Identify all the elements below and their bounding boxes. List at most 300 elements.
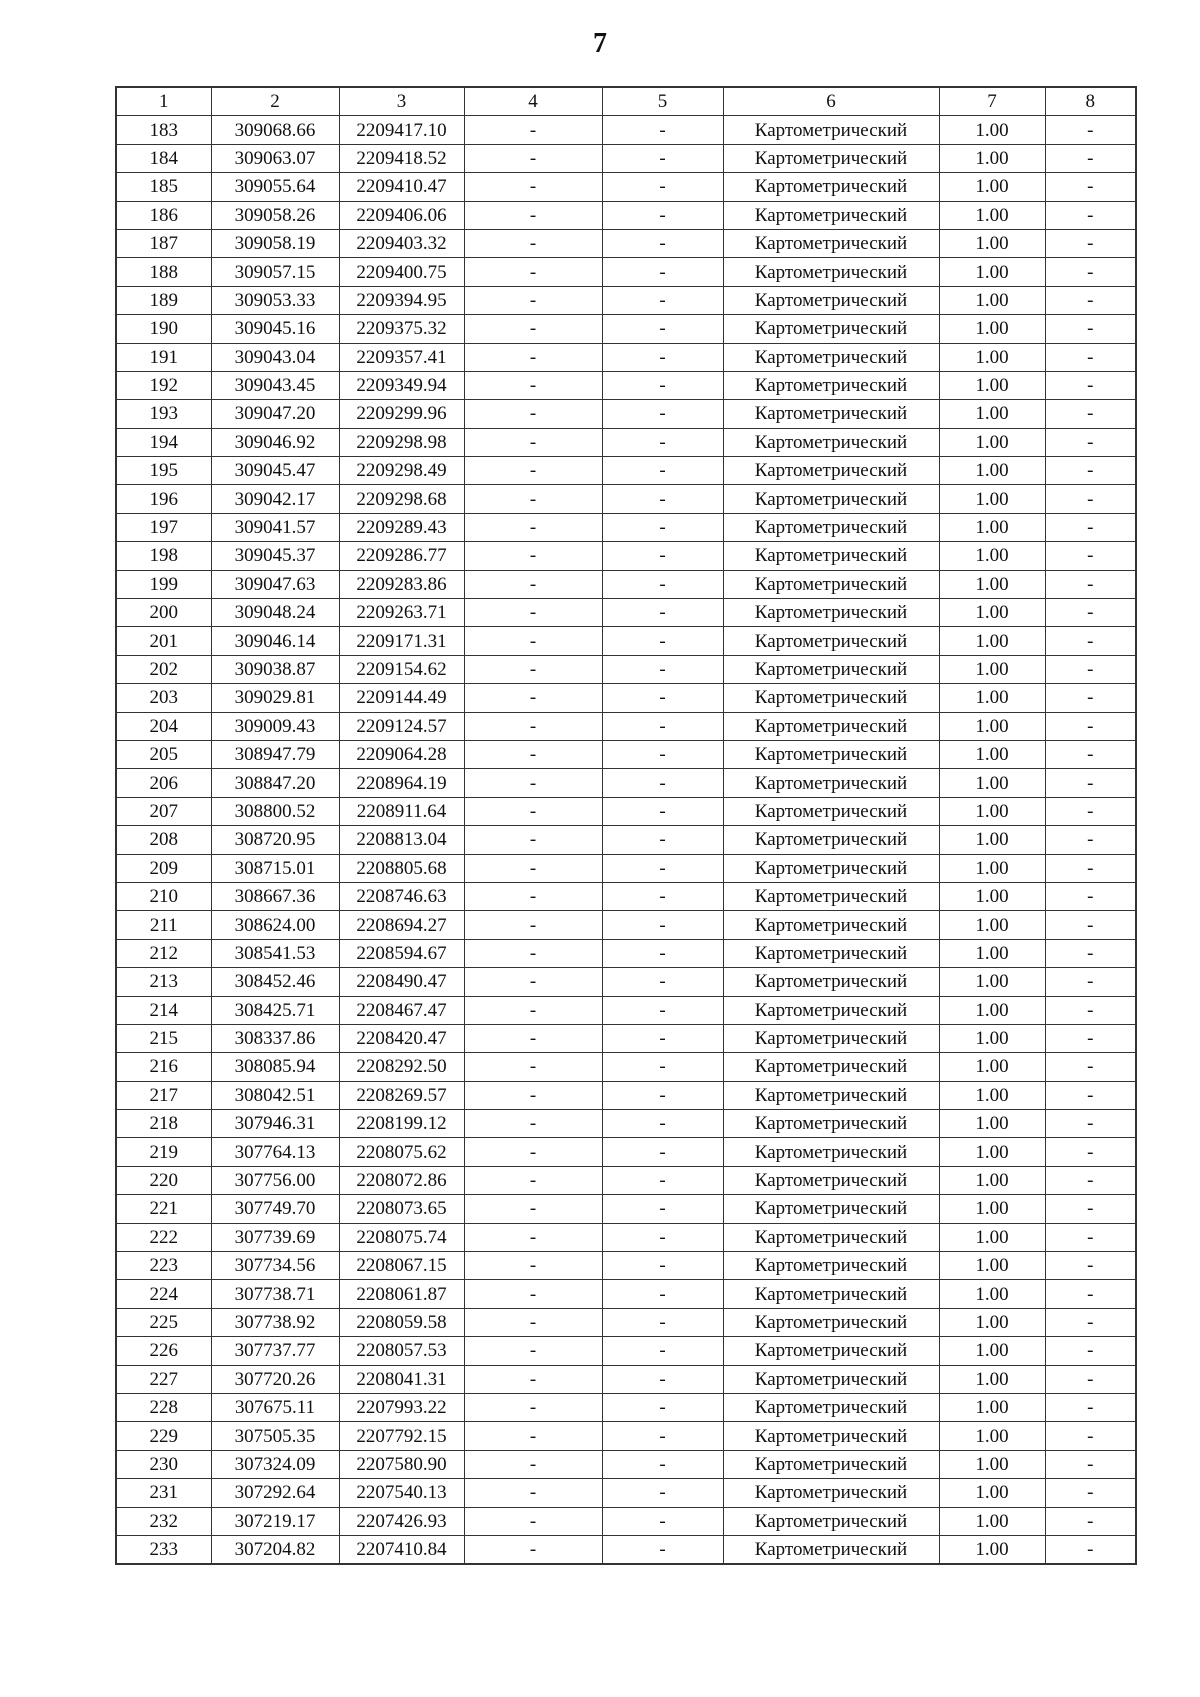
column-8-cell: - xyxy=(1045,712,1136,740)
column-8-cell: - xyxy=(1045,570,1136,598)
table-row xyxy=(116,740,1136,768)
method-cell: Картометрический xyxy=(723,1535,939,1564)
column-4-cell: - xyxy=(464,1280,602,1308)
table-row xyxy=(116,201,1136,229)
x-coordinate-cell: 309043.04 xyxy=(211,343,339,371)
point-number-cell: 227 xyxy=(116,1365,211,1393)
y-coordinate-cell: 2208059.58 xyxy=(339,1308,464,1336)
accuracy-cell: 1.00 xyxy=(939,513,1045,541)
x-coordinate-cell: 307675.11 xyxy=(211,1393,339,1421)
column-5-cell: - xyxy=(602,570,723,598)
point-number-cell: 203 xyxy=(116,684,211,712)
y-coordinate-cell: 2209064.28 xyxy=(339,740,464,768)
point-number-cell: 211 xyxy=(116,911,211,939)
table-row xyxy=(116,797,1136,825)
method-cell: Картометрический xyxy=(723,911,939,939)
method-cell: Картометрический xyxy=(723,1195,939,1223)
point-number-cell: 192 xyxy=(116,371,211,399)
y-coordinate-cell: 2209403.32 xyxy=(339,229,464,257)
column-4-cell: - xyxy=(464,201,602,229)
accuracy-cell: 1.00 xyxy=(939,1308,1045,1336)
column-5-cell: - xyxy=(602,1280,723,1308)
point-number-cell: 209 xyxy=(116,854,211,882)
point-number-cell: 204 xyxy=(116,712,211,740)
x-coordinate-cell: 307738.71 xyxy=(211,1280,339,1308)
accuracy-cell: 1.00 xyxy=(939,627,1045,655)
column-8-cell: - xyxy=(1045,1223,1136,1251)
table-row xyxy=(116,1195,1136,1223)
column-5-cell: - xyxy=(602,457,723,485)
column-8-cell: - xyxy=(1045,1110,1136,1138)
x-coordinate-cell: 309063.07 xyxy=(211,144,339,172)
column-5-cell: - xyxy=(602,485,723,513)
table-row xyxy=(116,286,1136,314)
column-4-cell: - xyxy=(464,1393,602,1421)
column-header: 5 xyxy=(602,87,723,116)
column-4-cell: - xyxy=(464,939,602,967)
method-cell: Картометрический xyxy=(723,968,939,996)
column-4-cell: - xyxy=(464,513,602,541)
point-number-cell: 223 xyxy=(116,1252,211,1280)
table-row xyxy=(116,542,1136,570)
y-coordinate-cell: 2209410.47 xyxy=(339,173,464,201)
point-number-cell: 201 xyxy=(116,627,211,655)
point-number-cell: 210 xyxy=(116,882,211,910)
x-coordinate-cell: 308800.52 xyxy=(211,797,339,825)
accuracy-cell: 1.00 xyxy=(939,740,1045,768)
column-4-cell: - xyxy=(464,882,602,910)
x-coordinate-cell: 309042.17 xyxy=(211,485,339,513)
point-number-cell: 221 xyxy=(116,1195,211,1223)
x-coordinate-cell: 309068.66 xyxy=(211,116,339,144)
column-8-cell: - xyxy=(1045,173,1136,201)
column-5-cell: - xyxy=(602,996,723,1024)
table-row xyxy=(116,712,1136,740)
column-8-cell: - xyxy=(1045,1195,1136,1223)
method-cell: Картометрический xyxy=(723,1479,939,1507)
column-4-cell: - xyxy=(464,826,602,854)
x-coordinate-cell: 309053.33 xyxy=(211,286,339,314)
point-number-cell: 208 xyxy=(116,826,211,854)
column-5-cell: - xyxy=(602,939,723,967)
y-coordinate-cell: 2208075.74 xyxy=(339,1223,464,1251)
point-number-cell: 212 xyxy=(116,939,211,967)
point-number-cell: 233 xyxy=(116,1535,211,1564)
column-4-cell: - xyxy=(464,1110,602,1138)
point-number-cell: 228 xyxy=(116,1393,211,1421)
table-row xyxy=(116,229,1136,257)
method-cell: Картометрический xyxy=(723,570,939,598)
x-coordinate-cell: 308847.20 xyxy=(211,769,339,797)
accuracy-cell: 1.00 xyxy=(939,1393,1045,1421)
x-coordinate-cell: 309029.81 xyxy=(211,684,339,712)
column-4-cell: - xyxy=(464,599,602,627)
x-coordinate-cell: 309045.16 xyxy=(211,315,339,343)
method-cell: Картометрический xyxy=(723,1280,939,1308)
accuracy-cell: 1.00 xyxy=(939,769,1045,797)
column-4-cell: - xyxy=(464,627,602,655)
point-number-cell: 190 xyxy=(116,315,211,343)
table-row xyxy=(116,258,1136,286)
accuracy-cell: 1.00 xyxy=(939,968,1045,996)
point-number-cell: 193 xyxy=(116,400,211,428)
y-coordinate-cell: 2209298.98 xyxy=(339,428,464,456)
table-row xyxy=(116,1252,1136,1280)
method-cell: Картометрический xyxy=(723,655,939,683)
column-8-cell: - xyxy=(1045,1479,1136,1507)
column-5-cell: - xyxy=(602,1252,723,1280)
y-coordinate-cell: 2208067.15 xyxy=(339,1252,464,1280)
x-coordinate-cell: 308452.46 xyxy=(211,968,339,996)
accuracy-cell: 1.00 xyxy=(939,201,1045,229)
column-4-cell: - xyxy=(464,1535,602,1564)
column-4-cell: - xyxy=(464,173,602,201)
table-row xyxy=(116,1223,1136,1251)
table-row xyxy=(116,1024,1136,1052)
method-cell: Картометрический xyxy=(723,882,939,910)
column-8-cell: - xyxy=(1045,229,1136,257)
method-cell: Картометрический xyxy=(723,144,939,172)
point-number-cell: 207 xyxy=(116,797,211,825)
y-coordinate-cell: 2208467.47 xyxy=(339,996,464,1024)
x-coordinate-cell: 309045.47 xyxy=(211,457,339,485)
table-row xyxy=(116,513,1136,541)
column-5-cell: - xyxy=(602,400,723,428)
table-row xyxy=(116,1138,1136,1166)
x-coordinate-cell: 308541.53 xyxy=(211,939,339,967)
accuracy-cell: 1.00 xyxy=(939,1138,1045,1166)
point-number-cell: 216 xyxy=(116,1053,211,1081)
method-cell: Картометрический xyxy=(723,513,939,541)
column-8-cell: - xyxy=(1045,1337,1136,1365)
method-cell: Картометрический xyxy=(723,1393,939,1421)
column-header: 3 xyxy=(339,87,464,116)
point-number-cell: 200 xyxy=(116,599,211,627)
column-8-cell: - xyxy=(1045,882,1136,910)
accuracy-cell: 1.00 xyxy=(939,400,1045,428)
method-cell: Картометрический xyxy=(723,1053,939,1081)
column-8-cell: - xyxy=(1045,797,1136,825)
method-cell: Картометрический xyxy=(723,1422,939,1450)
table-row xyxy=(116,1053,1136,1081)
column-5-cell: - xyxy=(602,542,723,570)
accuracy-cell: 1.00 xyxy=(939,144,1045,172)
table-row xyxy=(116,315,1136,343)
column-header: 8 xyxy=(1045,87,1136,116)
accuracy-cell: 1.00 xyxy=(939,1337,1045,1365)
column-5-cell: - xyxy=(602,882,723,910)
accuracy-cell: 1.00 xyxy=(939,1280,1045,1308)
column-5-cell: - xyxy=(602,1081,723,1109)
x-coordinate-cell: 307204.82 xyxy=(211,1535,339,1564)
method-cell: Картометрический xyxy=(723,1252,939,1280)
table-row xyxy=(116,1479,1136,1507)
x-coordinate-cell: 309046.92 xyxy=(211,428,339,456)
column-4-cell: - xyxy=(464,655,602,683)
y-coordinate-cell: 2208813.04 xyxy=(339,826,464,854)
y-coordinate-cell: 2207792.15 xyxy=(339,1422,464,1450)
method-cell: Картометрический xyxy=(723,116,939,144)
x-coordinate-cell: 308720.95 xyxy=(211,826,339,854)
point-number-cell: 197 xyxy=(116,513,211,541)
y-coordinate-cell: 2209406.06 xyxy=(339,201,464,229)
column-5-cell: - xyxy=(602,1507,723,1535)
column-8-cell: - xyxy=(1045,1308,1136,1336)
point-number-cell: 224 xyxy=(116,1280,211,1308)
point-number-cell: 222 xyxy=(116,1223,211,1251)
column-4-cell: - xyxy=(464,1081,602,1109)
method-cell: Картометрический xyxy=(723,1223,939,1251)
column-5-cell: - xyxy=(602,769,723,797)
column-5-cell: - xyxy=(602,1166,723,1194)
accuracy-cell: 1.00 xyxy=(939,599,1045,627)
y-coordinate-cell: 2208072.86 xyxy=(339,1166,464,1194)
column-5-cell: - xyxy=(602,826,723,854)
x-coordinate-cell: 309047.63 xyxy=(211,570,339,598)
method-cell: Картометрический xyxy=(723,1308,939,1336)
method-cell: Картометрический xyxy=(723,684,939,712)
y-coordinate-cell: 2209289.43 xyxy=(339,513,464,541)
column-5-cell: - xyxy=(602,1535,723,1564)
accuracy-cell: 1.00 xyxy=(939,1507,1045,1535)
method-cell: Картометрический xyxy=(723,1110,939,1138)
accuracy-cell: 1.00 xyxy=(939,116,1045,144)
method-cell: Картометрический xyxy=(723,1365,939,1393)
column-5-cell: - xyxy=(602,655,723,683)
x-coordinate-cell: 307946.31 xyxy=(211,1110,339,1138)
column-5-cell: - xyxy=(602,1393,723,1421)
accuracy-cell: 1.00 xyxy=(939,1024,1045,1052)
y-coordinate-cell: 2207540.13 xyxy=(339,1479,464,1507)
point-number-cell: 220 xyxy=(116,1166,211,1194)
column-header: 6 xyxy=(723,87,939,116)
column-8-cell: - xyxy=(1045,1166,1136,1194)
coordinates-table xyxy=(115,86,1137,1565)
point-number-cell: 195 xyxy=(116,457,211,485)
accuracy-cell: 1.00 xyxy=(939,570,1045,598)
method-cell: Картометрический xyxy=(723,457,939,485)
y-coordinate-cell: 2208694.27 xyxy=(339,911,464,939)
x-coordinate-cell: 307324.09 xyxy=(211,1450,339,1478)
column-4-cell: - xyxy=(464,428,602,456)
x-coordinate-cell: 309046.14 xyxy=(211,627,339,655)
y-coordinate-cell: 2209417.10 xyxy=(339,116,464,144)
column-8-cell: - xyxy=(1045,599,1136,627)
x-coordinate-cell: 309009.43 xyxy=(211,712,339,740)
column-4-cell: - xyxy=(464,457,602,485)
table-row xyxy=(116,882,1136,910)
column-5-cell: - xyxy=(602,1450,723,1478)
y-coordinate-cell: 2209418.52 xyxy=(339,144,464,172)
y-coordinate-cell: 2209124.57 xyxy=(339,712,464,740)
column-5-cell: - xyxy=(602,343,723,371)
x-coordinate-cell: 309057.15 xyxy=(211,258,339,286)
table-row xyxy=(116,428,1136,456)
method-cell: Картометрический xyxy=(723,826,939,854)
accuracy-cell: 1.00 xyxy=(939,1110,1045,1138)
accuracy-cell: 1.00 xyxy=(939,371,1045,399)
column-4-cell: - xyxy=(464,1024,602,1052)
page-number: 7 xyxy=(593,28,607,59)
column-4-cell: - xyxy=(464,286,602,314)
column-4-cell: - xyxy=(464,684,602,712)
accuracy-cell: 1.00 xyxy=(939,542,1045,570)
column-header: 7 xyxy=(939,87,1045,116)
method-cell: Картометрический xyxy=(723,599,939,627)
table-row xyxy=(116,144,1136,172)
column-5-cell: - xyxy=(602,854,723,882)
column-8-cell: - xyxy=(1045,939,1136,967)
y-coordinate-cell: 2209400.75 xyxy=(339,258,464,286)
table-row xyxy=(116,769,1136,797)
table-row xyxy=(116,1393,1136,1421)
table-row xyxy=(116,173,1136,201)
method-cell: Картометрический xyxy=(723,797,939,825)
table-row xyxy=(116,1450,1136,1478)
accuracy-cell: 1.00 xyxy=(939,1450,1045,1478)
x-coordinate-cell: 308947.79 xyxy=(211,740,339,768)
point-number-cell: 189 xyxy=(116,286,211,314)
point-number-cell: 215 xyxy=(116,1024,211,1052)
accuracy-cell: 1.00 xyxy=(939,1053,1045,1081)
column-4-cell: - xyxy=(464,570,602,598)
method-cell: Картометрический xyxy=(723,485,939,513)
table-row xyxy=(116,599,1136,627)
column-8-cell: - xyxy=(1045,258,1136,286)
table-row xyxy=(116,655,1136,683)
coordinates-table-container xyxy=(115,86,1135,1565)
table-body xyxy=(116,116,1136,1564)
y-coordinate-cell: 2208061.87 xyxy=(339,1280,464,1308)
column-8-cell: - xyxy=(1045,1422,1136,1450)
table-row xyxy=(116,1280,1136,1308)
y-coordinate-cell: 2207426.93 xyxy=(339,1507,464,1535)
accuracy-cell: 1.00 xyxy=(939,882,1045,910)
column-4-cell: - xyxy=(464,1337,602,1365)
point-number-cell: 206 xyxy=(116,769,211,797)
column-8-cell: - xyxy=(1045,542,1136,570)
column-4-cell: - xyxy=(464,343,602,371)
column-8-cell: - xyxy=(1045,627,1136,655)
point-number-cell: 202 xyxy=(116,655,211,683)
column-4-cell: - xyxy=(464,1479,602,1507)
table-header xyxy=(116,87,1136,116)
point-number-cell: 229 xyxy=(116,1422,211,1450)
column-4-cell: - xyxy=(464,854,602,882)
column-4-cell: - xyxy=(464,1365,602,1393)
x-coordinate-cell: 307720.26 xyxy=(211,1365,339,1393)
point-number-cell: 194 xyxy=(116,428,211,456)
method-cell: Картометрический xyxy=(723,769,939,797)
column-5-cell: - xyxy=(602,712,723,740)
y-coordinate-cell: 2208911.64 xyxy=(339,797,464,825)
column-5-cell: - xyxy=(602,684,723,712)
method-cell: Картометрический xyxy=(723,1024,939,1052)
accuracy-cell: 1.00 xyxy=(939,1223,1045,1251)
accuracy-cell: 1.00 xyxy=(939,854,1045,882)
point-number-cell: 231 xyxy=(116,1479,211,1507)
column-5-cell: - xyxy=(602,229,723,257)
x-coordinate-cell: 307764.13 xyxy=(211,1138,339,1166)
column-8-cell: - xyxy=(1045,1507,1136,1535)
column-8-cell: - xyxy=(1045,457,1136,485)
column-4-cell: - xyxy=(464,1507,602,1535)
table-row xyxy=(116,1110,1136,1138)
table-row xyxy=(116,1166,1136,1194)
accuracy-cell: 1.00 xyxy=(939,258,1045,286)
accuracy-cell: 1.00 xyxy=(939,428,1045,456)
accuracy-cell: 1.00 xyxy=(939,485,1045,513)
method-cell: Картометрический xyxy=(723,173,939,201)
point-number-cell: 186 xyxy=(116,201,211,229)
table-row xyxy=(116,570,1136,598)
accuracy-cell: 1.00 xyxy=(939,712,1045,740)
accuracy-cell: 1.00 xyxy=(939,1479,1045,1507)
table-row xyxy=(116,826,1136,854)
y-coordinate-cell: 2209375.32 xyxy=(339,315,464,343)
x-coordinate-cell: 308337.86 xyxy=(211,1024,339,1052)
column-4-cell: - xyxy=(464,1223,602,1251)
column-header: 1 xyxy=(116,87,211,116)
method-cell: Картометрический xyxy=(723,854,939,882)
point-number-cell: 188 xyxy=(116,258,211,286)
column-5-cell: - xyxy=(602,1110,723,1138)
method-cell: Картометрический xyxy=(723,371,939,399)
accuracy-cell: 1.00 xyxy=(939,1365,1045,1393)
point-number-cell: 184 xyxy=(116,144,211,172)
y-coordinate-cell: 2209154.62 xyxy=(339,655,464,683)
accuracy-cell: 1.00 xyxy=(939,1195,1045,1223)
y-coordinate-cell: 2209171.31 xyxy=(339,627,464,655)
point-number-cell: 225 xyxy=(116,1308,211,1336)
column-4-cell: - xyxy=(464,371,602,399)
y-coordinate-cell: 2208073.65 xyxy=(339,1195,464,1223)
x-coordinate-cell: 309055.64 xyxy=(211,173,339,201)
y-coordinate-cell: 2208746.63 xyxy=(339,882,464,910)
method-cell: Картометрический xyxy=(723,1450,939,1478)
accuracy-cell: 1.00 xyxy=(939,1081,1045,1109)
point-number-cell: 217 xyxy=(116,1081,211,1109)
y-coordinate-cell: 2209283.86 xyxy=(339,570,464,598)
column-8-cell: - xyxy=(1045,826,1136,854)
table-row xyxy=(116,1535,1136,1564)
x-coordinate-cell: 307505.35 xyxy=(211,1422,339,1450)
accuracy-cell: 1.00 xyxy=(939,797,1045,825)
column-4-cell: - xyxy=(464,542,602,570)
table-row xyxy=(116,1308,1136,1336)
column-5-cell: - xyxy=(602,599,723,627)
point-number-cell: 191 xyxy=(116,343,211,371)
method-cell: Картометрический xyxy=(723,627,939,655)
column-4-cell: - xyxy=(464,1138,602,1166)
method-cell: Картометрический xyxy=(723,1166,939,1194)
x-coordinate-cell: 308425.71 xyxy=(211,996,339,1024)
column-5-cell: - xyxy=(602,513,723,541)
column-8-cell: - xyxy=(1045,371,1136,399)
x-coordinate-cell: 309048.24 xyxy=(211,599,339,627)
y-coordinate-cell: 2209299.96 xyxy=(339,400,464,428)
y-coordinate-cell: 2208041.31 xyxy=(339,1365,464,1393)
table-row xyxy=(116,1507,1136,1535)
y-coordinate-cell: 2208199.12 xyxy=(339,1110,464,1138)
column-5-cell: - xyxy=(602,627,723,655)
table-row xyxy=(116,996,1136,1024)
column-8-cell: - xyxy=(1045,769,1136,797)
column-8-cell: - xyxy=(1045,1081,1136,1109)
table-row xyxy=(116,854,1136,882)
column-4-cell: - xyxy=(464,315,602,343)
method-cell: Картометрический xyxy=(723,939,939,967)
